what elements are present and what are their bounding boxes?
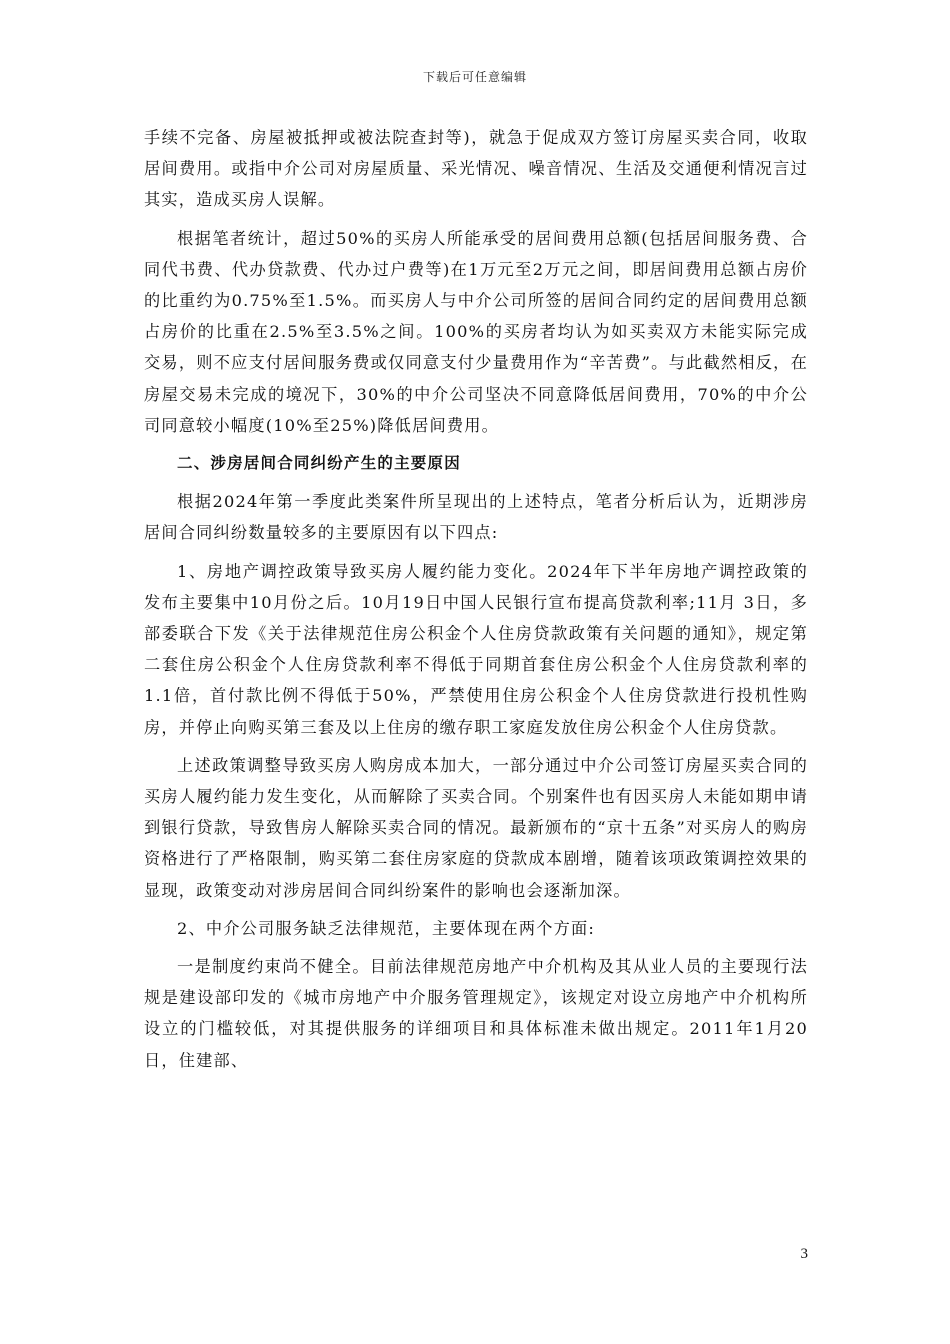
paragraph-cause-1: 1、房地产调控政策导致买房人履约能力变化。2024年下半年房地产调控政策的发布主要集中10月份之后。10月19日中国人民银行宣布提高贷款利率;11月 3日，多部委联合下发《关于法律规范住房公积金个人住房贷款政策有关问题的通知》，规定第二套住房公积金个人住房贷款利率不得低于同期首套住房公积金个人住房贷款利率的1.1倍，首付款比例不得低于50%，严禁使用住房公积金个人住房贷款进行投机性购房，并停止向购买第三套及以上住房的缴存职工家庭发放住房公积金个人住房贷款。 (144, 561, 808, 737)
paragraph-cause-2: 2、中介公司服务缺乏法律规范，主要体现在两个方面: (177, 918, 596, 938)
paragraph-regulation: 一是制度约束尚不健全。目前法律规范房地产中介机构及其从业人员的主要现行法规是建设部印发的《城市房地产中介服务管理规定》，该规定对设立房地产中介机构所设立的门槛较低，对其提供服务的详细项目和具体标准未做出规定。2011年1月20日，住建部、 (144, 957, 808, 1070)
paragraph-continuation: 手续不完备、房屋被抵押或被法院查封等)，就急于促成双方签订房屋买卖合同，收取居间费用。或指中介公司对房屋质量、采光情况、噪音情况、生活及交通便利情况言过其实，造成买房人误解。 (144, 128, 808, 210)
page-header: 下载后可任意编辑 (422, 70, 527, 84)
section-heading: 二、涉房居间合同纠纷产生的主要原因 (177, 454, 461, 473)
paragraph-causes-intro: 根据2024年第一季度此类案件所呈现出的上述特点，笔者分析后认为，近期涉房居间合同纠纷数量较多的主要原因有以下四点: (144, 492, 808, 543)
page-number: 3 (800, 1246, 808, 1262)
body-text (144, 122, 808, 1083)
paragraph-policy-impact: 上述政策调整导致买房人购房成本加大，一部分通过中介公司签订房屋买卖合同的买房人履约能力发生变化，从而解除了买卖合同。个别案件也有因买房人未能如期申请到银行贷款，导致售房人解除买卖合同的情况。最新颁布的“京十五条”对买房人的购房资格进行了严格限制，购买第二套住房家庭的贷款成本剧增，随着该项政策调控效果的显现，政策变动对涉房居间合同纠纷案件的影响也会逐渐加深。 (144, 755, 808, 900)
paragraph-statistics: 根据笔者统计，超过50%的买房人所能承受的居间费用总额(包括居间服务费、合同代书费、代办贷款费、代办过户费等)在1万元至2万元之间，即居间费用总额占房价的比重约为0.75%至1.5%。而买房人与中介公司所签的居间合同约定的居间费用总额占房价的比重在2.5%至3.5%之间。100%的买房者均认为如买卖双方未能实际完成交易，则不应支付居间服务费或仅同意支付少量费用作为“辛苦费”。与此截然相反，在房屋交易未完成的境况下，30%的中介公司坚决不同意降低居间费用，70%的中介公司同意较小幅度(10%至25%)降低居间费用。 (144, 228, 808, 435)
